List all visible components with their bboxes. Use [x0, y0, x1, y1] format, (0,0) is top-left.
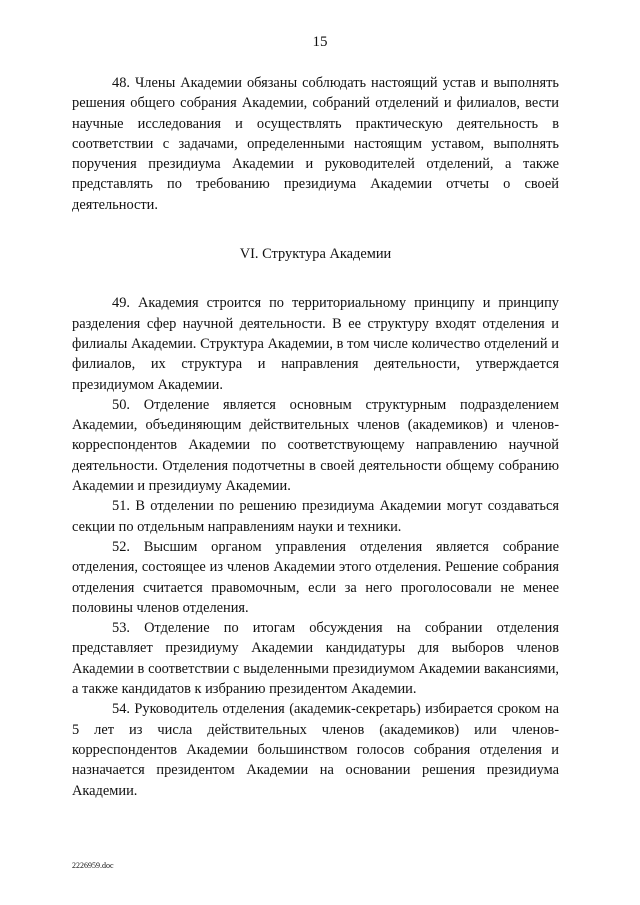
paragraph-51: 51. В отделении по решению президиума Академии могут создаваться секции по отдельным направлениям науки и техники. [72, 498, 559, 535]
paragraph-50: 50. Отделение является основным структурным подразделением Академии, объединяющим действительных членов (академиков) и членов-корреспондентов Академии по соответствующему направлению научной деятельности. Отделения подотчетны в своей деятельности общему собранию Академии и президиуму Академии. [72, 396, 559, 495]
paragraph-52: 52. Высшим органом управления отделения является собрание отделения, состоящее из членов Академии этого отделения. Решение собрания отделения считается правомочным, если за него проголосовали не менее половины членов отделения. [72, 538, 559, 616]
document-body [72, 73, 559, 801]
paragraph-53: 53. Отделение по итогам обсуждения на собрании отделения представляет президиуму Академии кандидатуры для выборов членов Академии в соответствии с выделенными президиумом Академии вакансиями, а также кандидатов к избранию президентом Академии. [72, 620, 559, 698]
paragraph-54: 54. Руководитель отделения (академик-секретарь) избирается сроком на 5 лет из числа действительных членов (академиков) или членов-корреспондентов Академии большинством голосов собрания отделения и назначается президентом Академии на основании решения президиума Академии. [72, 701, 559, 799]
paragraph-48: 48. Члены Академии обязаны соблюдать настоящий устав и выполнять решения общего собрания Академии, собраний отделений и филиалов, вести научные исследования и осуществлять практическую деятельность в соответствии с задачами, определенными настоящим уставом, выполнять поручения президиума Академии и руководителей отделений, а также представлять по требованию президиума Академии отчеты о своей деятельности. [72, 75, 559, 213]
footer-filename: 2226959.doc [72, 861, 114, 870]
paragraph-49: 49. Академия строится по территориальному принципу и принципу разделения сфер научной деятельности. В ее структуру входят отделения и филиалы Академии. Структура Академии, в том числе количество отделений и филиалов, их структура и направления деятельности, утверждается президиумом Академии. [72, 295, 559, 393]
section-heading: VI. Структура Академии [239, 246, 392, 263]
page-number: 15 [312, 34, 328, 50]
